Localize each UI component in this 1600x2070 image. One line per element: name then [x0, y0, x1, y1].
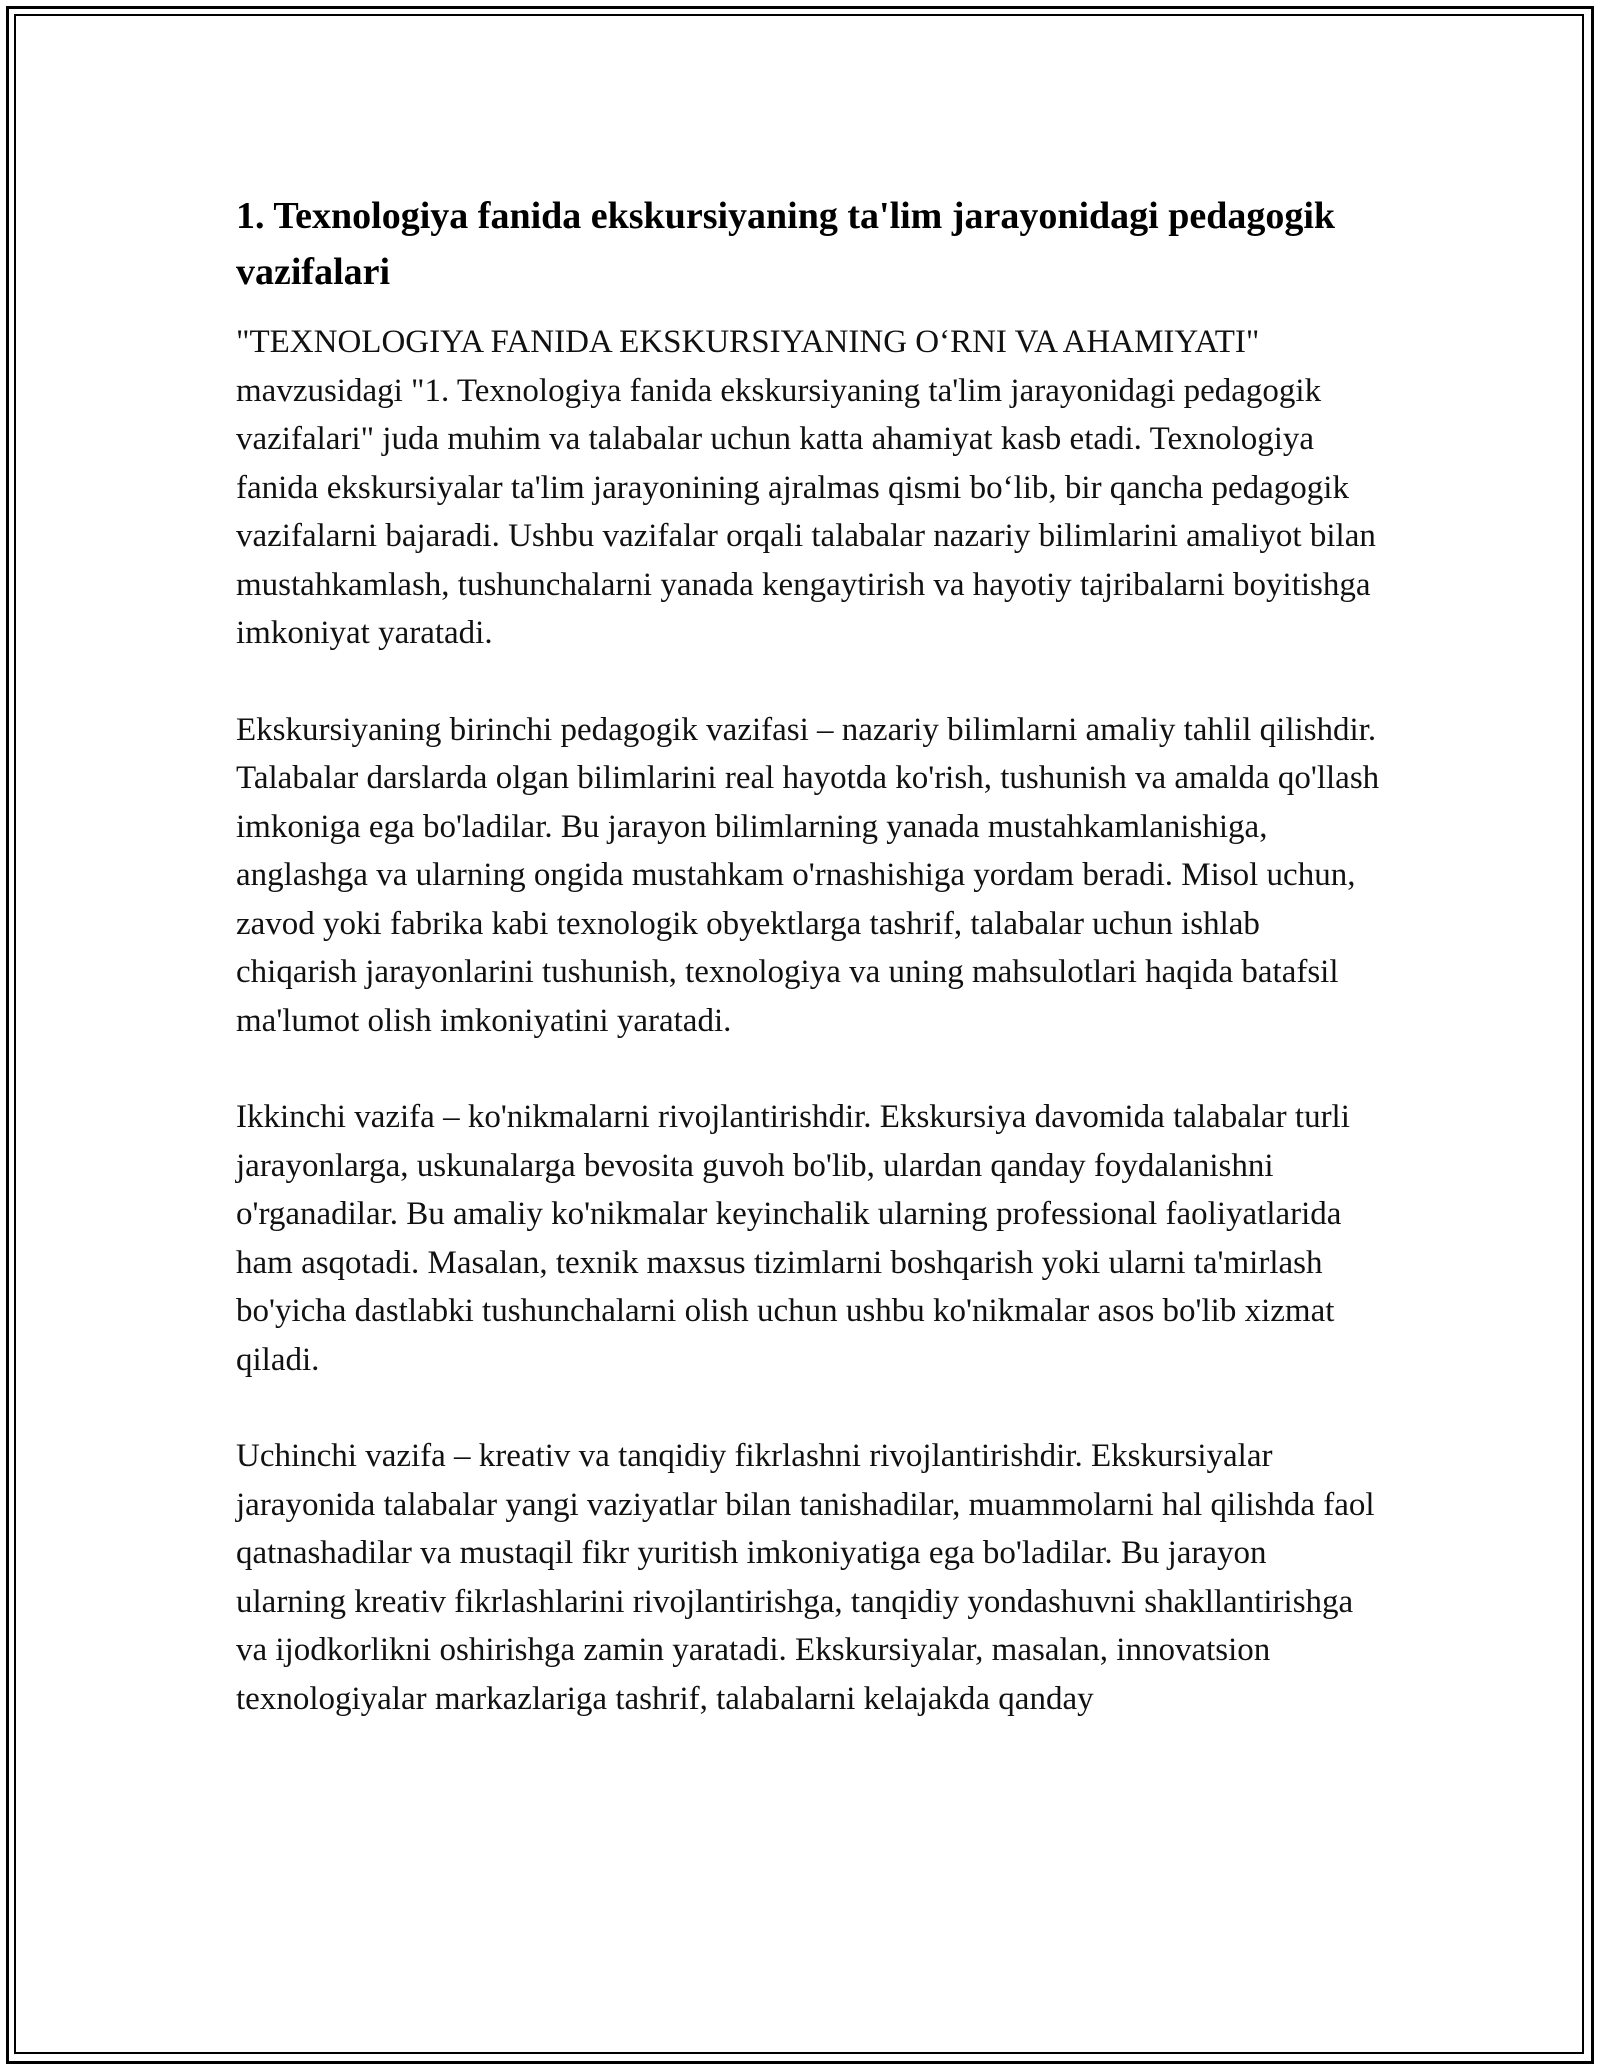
paragraph-first-task: Ekskursiyaning birinchi pedagogik vazifasi – nazariy bilimlarni amaliy tahlil qilishdir. Talabalar darslarda olgan bilimlarini real hayotda ko'rish, tushunish va amalda qo'llash imkoniga ega bo'ladilar. Bu jarayon bilimlarning yanada mustahkamlanishiga, anglashga va ularning ongida mustahkam o'rnashishiga yordam beradi. Misol uchun, zavod yoki fabrika kabi texnologik obyektlarga tashrif, talabalar uchun ishlab chiqarish jarayonlarini tushunish, texnologiya va uning mahsulotlari haqida batafsil ma'lumot olish imkoniyatini yaratadi. [236, 711, 1380, 1039]
section-heading: 1. Texnologiya fanida ekskursiyaning ta'lim jarayonidagi pedagogik vazifalari [236, 195, 1336, 293]
paragraph-third-task: Uchinchi vazifa – kreativ va tanqidiy fikrlashni rivojlantirishdir. Ekskursiyalar jarayonida talabalar yangi vaziyatlar bilan tanishadilar, muammolarni hal qilishda faol qatnashadilar va mustaqil fikr yuritish imkoniyatiga ega bo'ladilar. Bu jarayon ularning kreativ fikrlashlarini rivojlantirishga, tanqidiy yondashuvni shakllantirishga va ijodkorlikni oshirishga zamin yaratadi. Ekskursiyalar, masalan, innovatsion texnologiyalar markazlariga tashrif, talabalarni kelajakda qanday [236, 1438, 1375, 1717]
paragraph-second-task: Ikkinchi vazifa – ko'nikmalarni rivojlantirishdir. Ekskursiya davomida talabalar turli jarayonlarga, uskunalarga bevosita guvoh bo'lib, ulardan qanday foydalanishni o'rganadilar. Bu amaliy ko'nikmalar keyinchalik ularning professional faoliyatlarida ham asqotadi. Masalan, texnik maxsus tizimlarni boshqarish yoki ularni ta'mirlash bo'yicha dastlabki tushunchalarni olish uchun ushbu ko'nikmalar asos bo'lib xizmat qiladi. [236, 1099, 1350, 1378]
document-body [236, 188, 1384, 1771]
paragraph-intro: "TEXNOLOGIYA FANIDA EKSKURSIYANING O‘RNI VA AHAMIYATI" mavzusidagi "1. Texnologiya fanida ekskursiyaning ta'lim jarayonidagi pedagogik vazifalari" juda muhim va talabalar uchun katta ahamiyat kasb etadi. Texnologiya fanida ekskursiyalar ta'lim jarayonining ajralmas qismi bo‘lib, bir qancha pedagogik vazifalarni bajaradi. Ushbu vazifalar orqali talabalar nazariy bilimlarini amaliyot bilan mustahkamlash, tushunchalarni yanada kengaytirish va hayotiy tajribalarni boyitishga imkoniyat yaratadi. [236, 324, 1376, 651]
